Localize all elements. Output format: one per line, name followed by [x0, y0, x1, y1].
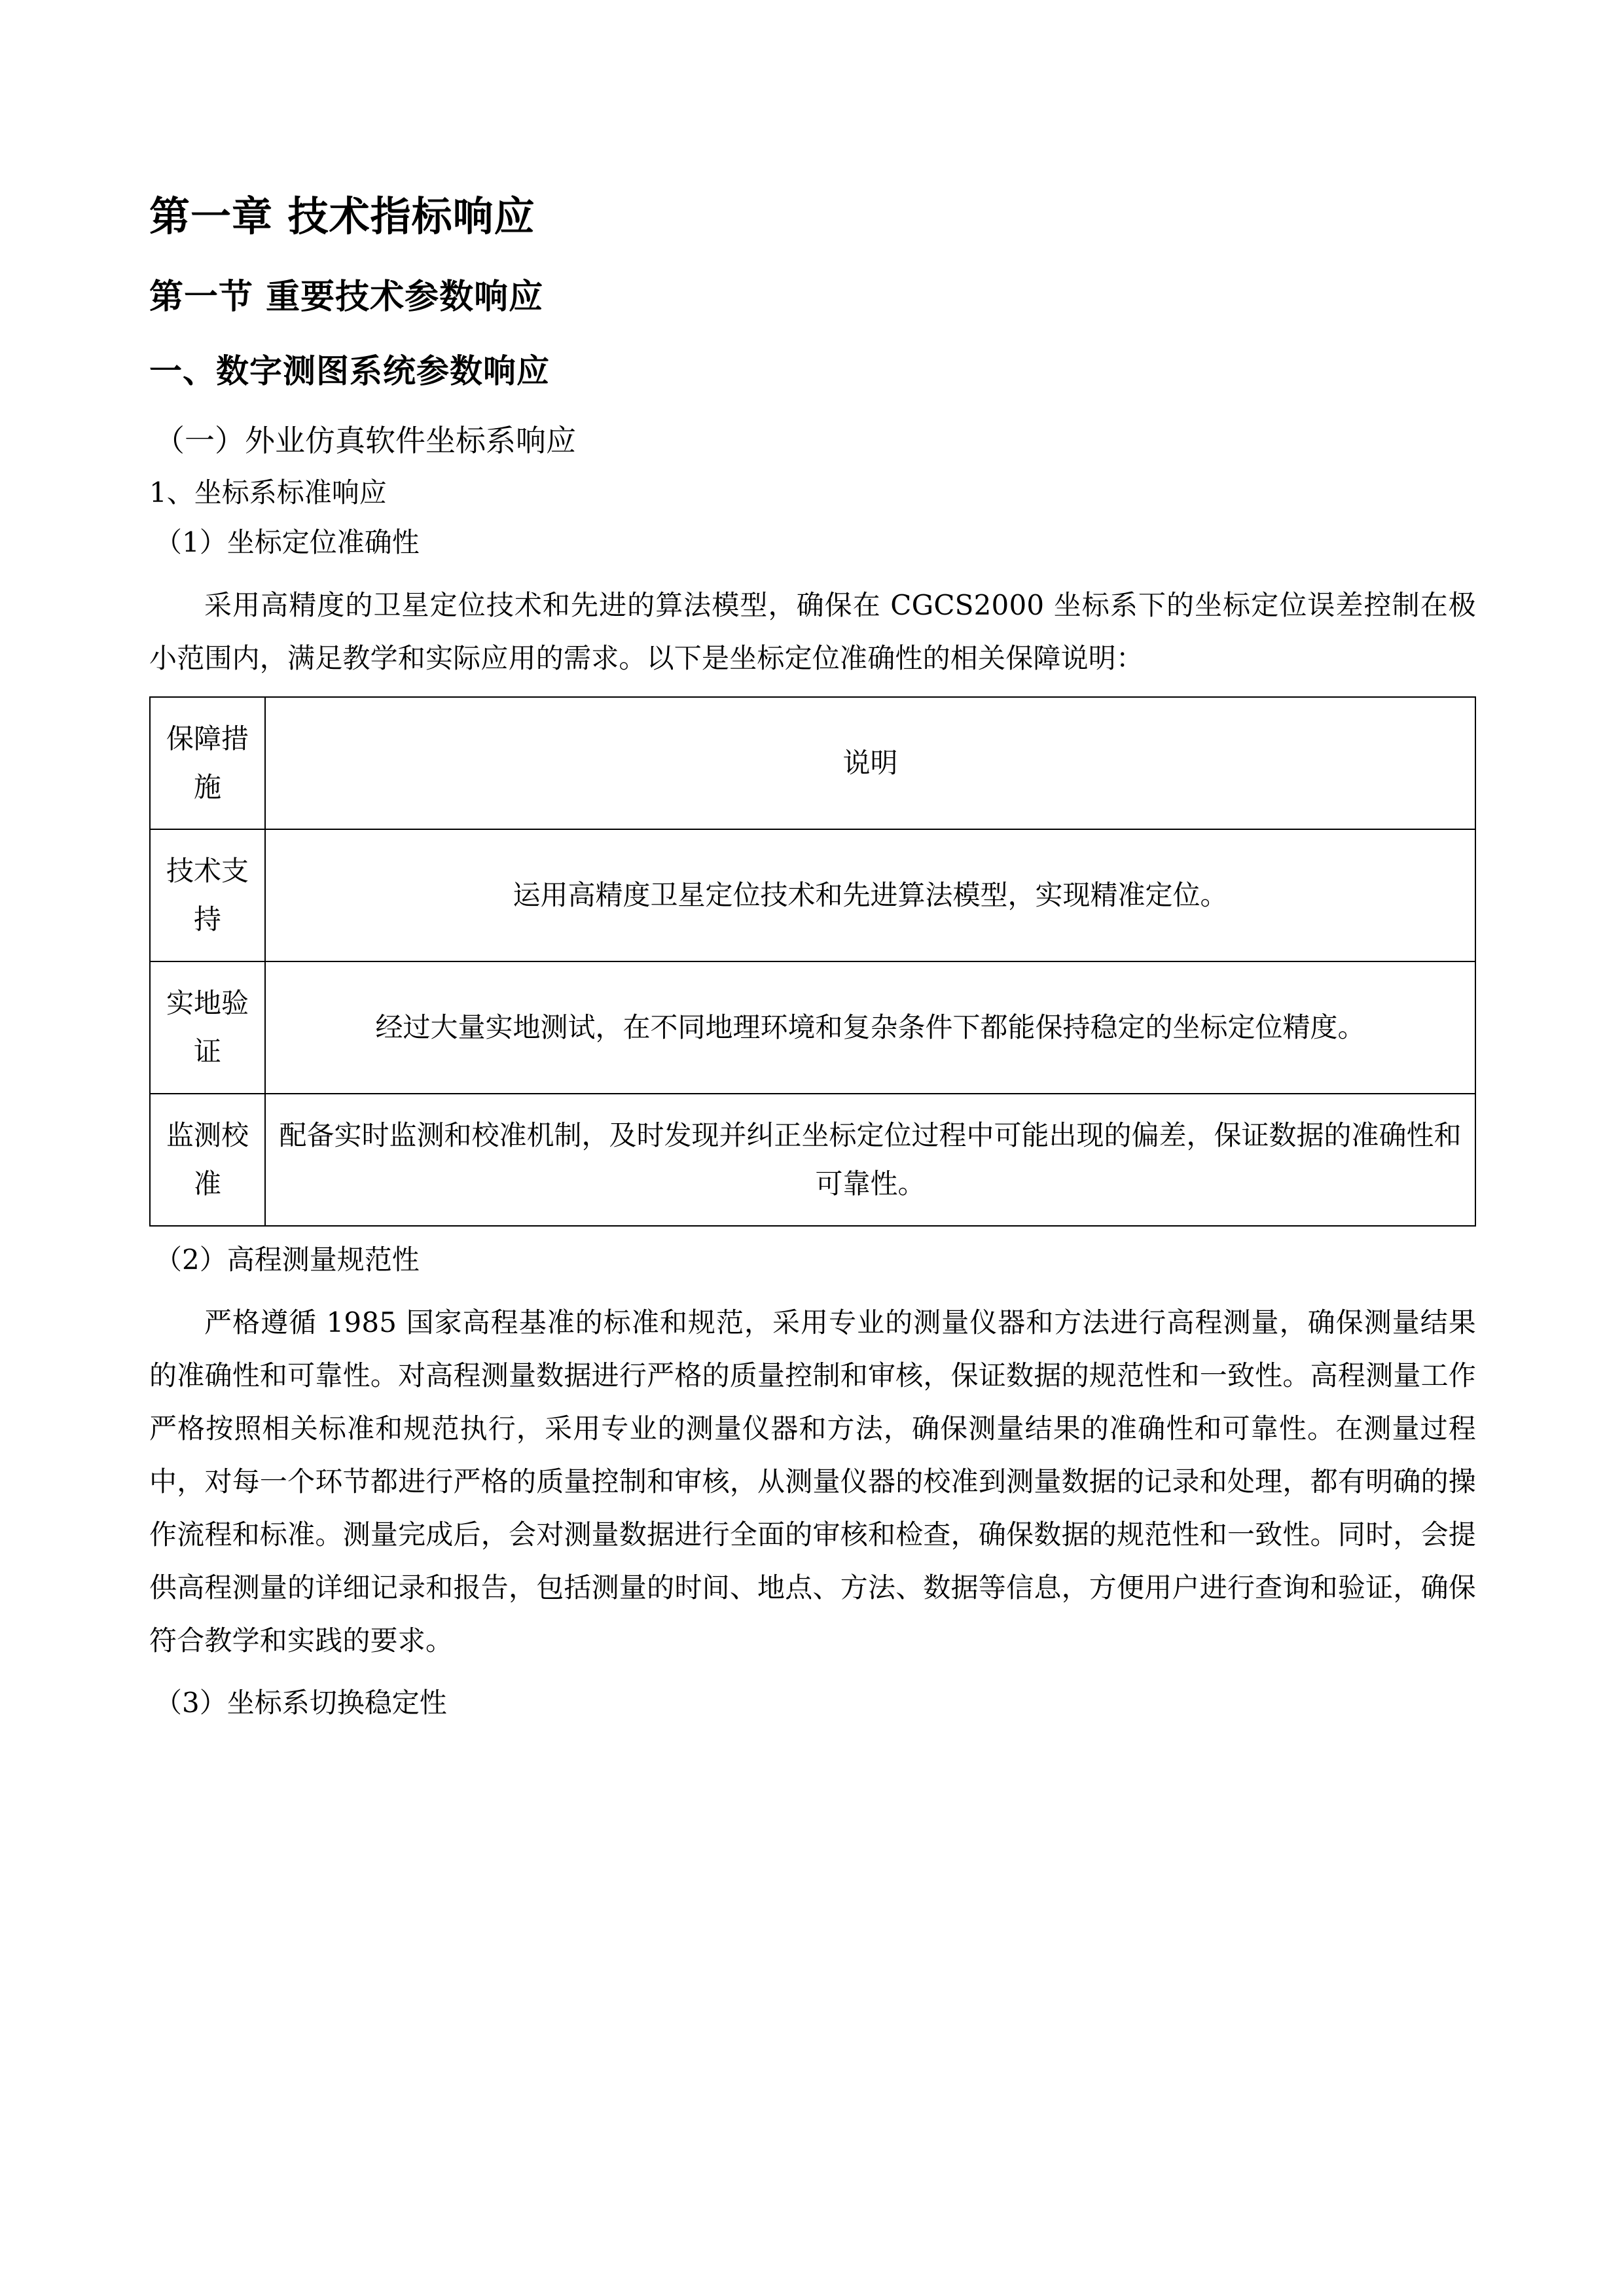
paragraph-coordinate-accuracy: 采用高精度的卫星定位技术和先进的算法模型，确保在 CGCS2000 坐标系下的坐标定位误差控制在极小范围内，满足教学和实际应用的需求。以下是坐标定位准确性的相关保障说明： [149, 589, 1476, 674]
table-cell-description: 经过大量实地测试，在不同地理环境和复杂条件下都能保持稳定的坐标定位精度。 [265, 961, 1475, 1094]
item-heading: 一、数字测图系统参数响应 [149, 351, 550, 390]
paren-heading-2: （2）高程测量规范性 [154, 1244, 420, 1276]
table-cell-measure: 实地验证 [150, 961, 265, 1094]
table-row [150, 1094, 1475, 1226]
paragraph-elevation-standard: 严格遵循 1985 国家高程基准的标准和规范，采用专业的测量仪器和方法进行高程测量，确保测量结果的准确性和可靠性。对高程测量数据进行严格的质量控制和审核，保证数据的规范性和一致性。高程测量工作严格按照相关标准和规范执行，采用专业的测量仪器和方法，确保测量结果的准确性和可靠性。在测量过程中，对每一个环节都进行严格的质量控制和审核，从测量仪器的校准到测量数据的记录和处理，都有明确的操作流程和标准。测量完成后，会对测量数据进行全面的审核和检查，确保数据的规范性和一致性。同时，会提供高程测量的详细记录和报告，包括测量的时间、地点、方法、数据等信息，方便用户进行查询和验证，确保符合教学和实践的要求。 [149, 1306, 1476, 1657]
paren-heading-1: （1）坐标定位准确性 [154, 526, 420, 558]
paren-heading-3: （3）坐标系切换稳定性 [154, 1687, 447, 1719]
guarantee-measures-table [149, 696, 1476, 1227]
guarantee-measures-table-wrapper [149, 696, 1476, 1227]
numbered-heading: 1、坐标系标准响应 [149, 476, 387, 509]
table-cell-measure: 监测校准 [150, 1094, 265, 1226]
table-cell-description: 配备实时监测和校准机制，及时发现并纠正坐标定位过程中可能出现的偏差，保证数据的准确性和可靠性。 [265, 1094, 1475, 1226]
table-header-description: 说明 [265, 697, 1475, 829]
sub-heading: （一）外业仿真软件坐标系响应 [154, 423, 576, 458]
section-heading: 第一节 重要技术参数响应 [149, 278, 544, 317]
chapter-heading: 第一章 技术指标响应 [149, 192, 535, 240]
table-row [150, 829, 1475, 961]
table-cell-description: 运用高精度卫星定位技术和先进算法模型，实现精准定位。 [265, 829, 1475, 961]
table-header-row [150, 697, 1475, 829]
table-cell-measure: 技术支持 [150, 829, 265, 961]
table-header-measure: 保障措施 [150, 697, 265, 829]
table-row [150, 961, 1475, 1094]
